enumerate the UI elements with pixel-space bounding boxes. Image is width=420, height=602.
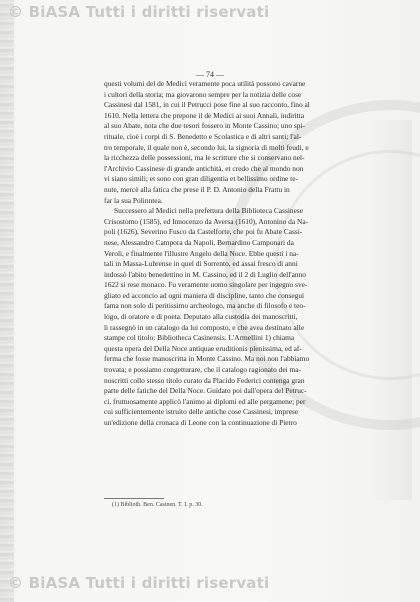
text-line: cui sufficientemente istruito delle antiche cose Cassinesi, imprese [104,407,299,417]
text-line: 1610. Nella lettera che prepone il de Medici ai suoi Annali, indiritta [104,110,305,120]
copyright-text: © BiASA Tutti i diritti riservati [8,3,270,21]
text-line: ci, fruttuosamente applicò l'animo ai diplomi ed alle pergamene; per [104,396,306,406]
text-line: 1622 si rese monaco. Fu veramente uomo singolare per ingegno sve- [104,280,308,290]
text-line: trovata; e possiamo congetturare, che il catalogo ragionato dei ma- [104,365,302,375]
text-line: Successero al Medici nella prefettura della Biblioteca Cassinese [114,206,304,216]
text-line: tali in Massa-Lubrense in quel di Sorrento, ed assai fresco di anni [104,259,298,269]
watermark-bottom [8,574,269,592]
page-binding-edge [0,0,14,602]
text-line: questi volumi del de Medici veramente poca utilità possono cavarne [104,79,306,88]
text-line: nute, mercè alla fatica che prese il P. D. Antonio della Frattu in [104,184,290,194]
text-line: Crisostomo (1585), ed Innocenzo da Aversa (1610), Antonino da Na- [104,216,309,226]
text-line: questa opera del Della Noce antiquae eruditionis plenissima, ed af- [104,343,302,353]
footnote: (1) Biblioth. Ben. Casinen. T. I. p. 30. [112,502,203,508]
text-line: gliato ed acconcio ad ogni maniera di discipline, tanto che conseguì [104,290,305,300]
copyright-text: © BiASA Tutti i diritti riservati [8,574,270,592]
text-line: nese, Alessandro Campora da Napoli, Bernardino Camponari da [104,237,294,247]
page-number: — 74 — [196,70,224,79]
text-line: tro temporale, il quale non è, secondo lui, la signoria di molti feudi, e [104,142,309,152]
text-line: indossò l'abito benedettino in M. Cassino, ed il 2 di Luglio dell'anno [104,269,306,279]
text-line: noscritti collo stesso titolo curato da Placido Federici contenga gran [104,375,305,385]
text-line: Cassinesi dal 1581, in cui il Petrucci pose fine al suo racconto, fino al [104,100,310,110]
text-line: li rassegnò in un catalogo da lui composto, e che avea destinato alle [104,322,305,332]
text-line: logo, di oratore e di poeta. Deputato alla custodia dei manoscritti, [104,312,298,322]
text-line: l'Archivio Cassinese di grande antichità, et credo che al mondo non [104,163,304,173]
body-text [104,79,390,429]
footnote-divider [104,498,164,499]
text-line: parte delle fatiche del Della Noce. Guidato poi dall'opera del Petruc- [104,386,307,396]
text-line: vi siano simili; et sono con gran diligentia et bellissimo ordine te- [104,174,298,184]
watermark-top [8,3,269,21]
text-line: la ricchezza delle possessioni, ma le scritture che si conservano nel- [104,153,305,163]
text-line: stampe col titolo: Bibliotheca Casinensis. L'Armellini 1) chiama [104,333,295,343]
text-line: un'edizione della cronaca di Leone con la continuazione di Pietro [104,418,297,427]
text-line: al suo Abate, nota che due tesori fossero in Monte Cassino; uno spi- [104,121,305,131]
text-line: fama non solo di peritissimo archeologo, ma anche di filosofo e teo- [104,301,306,311]
text-line: Veroli, e finalmente l'illustre Angelo della Noce. Ebbe questi i na- [104,248,299,258]
text-line: poli (1626), Severino Fusco da Castelforte, che poi fu Abate Cassi- [104,227,303,237]
text-line: far la sua Polinntea. [104,195,163,205]
text-line: ferma che fosse manoscritta in Monte Cassino. Ma noi non l'abbiamo [104,354,310,364]
text-line: rituale, cioè i corpi di S. Benedetto e Scolastica e di altri santi; l'al- [104,131,302,141]
text-line: i cultori della storia; ma giovarono sempre per la notizia delle cose [104,89,302,99]
